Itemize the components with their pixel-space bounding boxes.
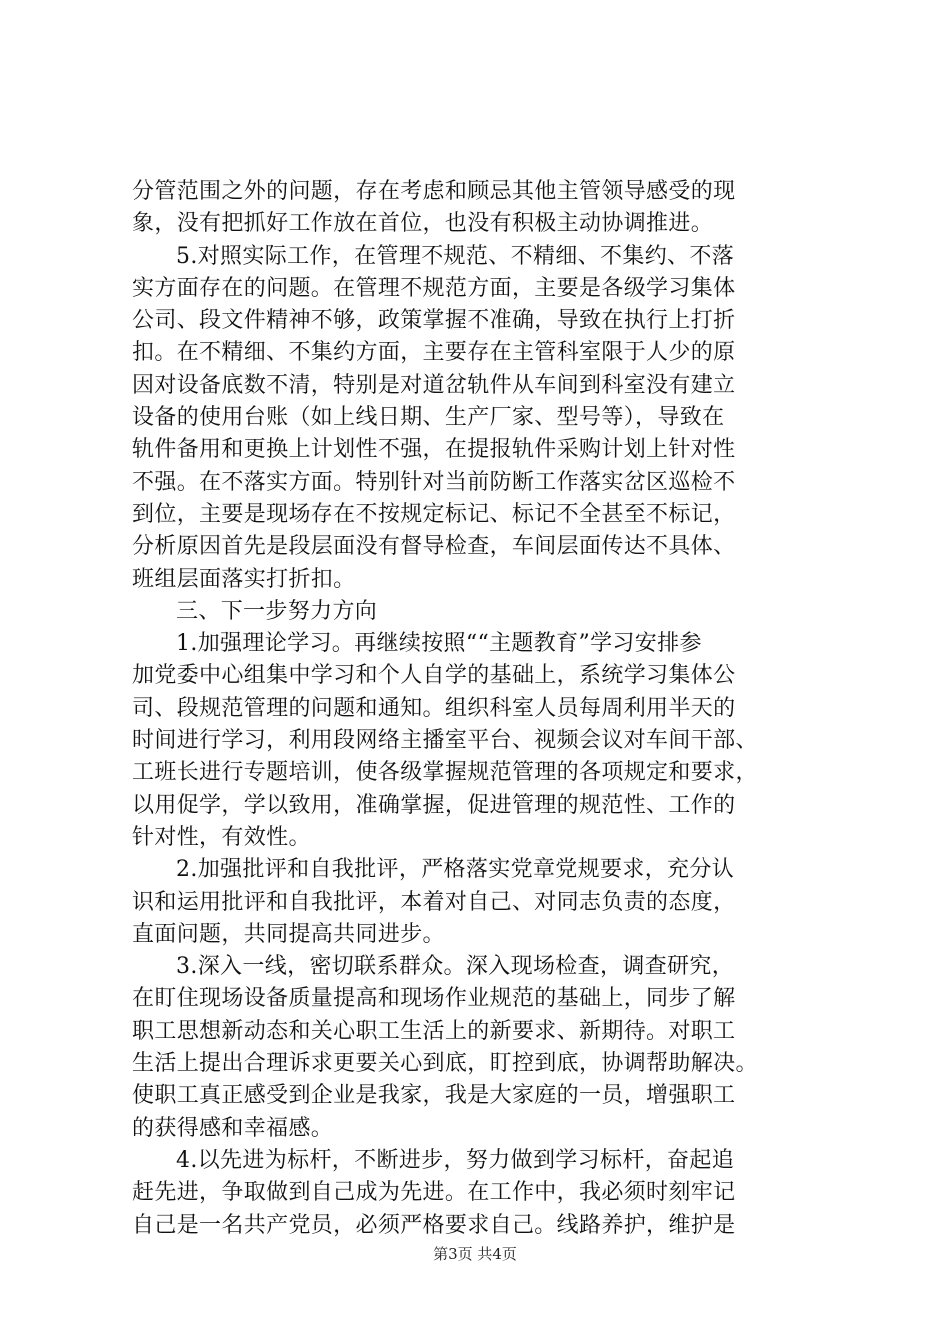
text-line: 的获得感和幸福感。	[132, 1115, 334, 1141]
text-line: 赶先进，争取做到自己成为先进。在工作中，我必须时刻牢记	[132, 1180, 736, 1206]
text-line: 公司、段文件精神不够，政策掌握不准确，导致在执行上打折	[132, 308, 736, 334]
text-line: 象，没有把抓好工作放在首位，也没有积极主动协调推进。	[132, 211, 714, 237]
text-line: 司、段规范管理的问题和通知。组织科室人员每周利用半天的	[132, 695, 736, 721]
text-line: 职工思想新动态和关心职工生活上的新要求、新期待。对职工	[132, 1018, 736, 1044]
text-line: 自己是一名共产党员，必须严格要求自己。线路养护，维护是	[132, 1212, 736, 1238]
document-body	[132, 176, 832, 1242]
text-line: 在盯住现场设备质量提高和现场作业规范的基础上，同步了解	[132, 986, 736, 1012]
text-line: 加党委中心组集中学习和个人自学的基础上，系统学习集体公	[132, 663, 736, 689]
text-line: 因对设备底数不清，特别是对道岔轨件从车间到科室没有建立	[132, 372, 736, 398]
text-line: 分析原因首先是段层面没有督导检查，车间层面传达不具体、	[132, 534, 736, 560]
text-line: 扣。在不精细、不集约方面，主要存在主管科室限于人少的原	[132, 340, 736, 366]
text-line: 工班长进行专题培训，使各级掌握规范管理的各项规定和要求，	[132, 760, 758, 786]
text-line: 针对性，有效性。	[132, 824, 311, 850]
text-line: 到位，主要是现场存在不按规定标记、标记不全甚至不标记，	[132, 501, 736, 527]
text-line: 分管范围之外的问题，存在考虑和顾忌其他主管领导感受的现	[132, 179, 736, 204]
text-line: 3.深入一线，密切联系群众。深入现场检查，调查研究，	[176, 954, 735, 980]
text-line: 不强。在不落实方面。特别针对当前防断工作落实岔区巡检不	[132, 469, 736, 495]
text-line: 以用促学，学以致用，准确掌握，促进管理的规范性、工作的	[132, 792, 736, 818]
text-line: 设备的使用台账（如上线日期、生产厂家、型号等），导致在	[132, 405, 725, 431]
text-line: 生活上提出合理诉求更要关心到底，盯控到底，协调帮助解决。	[132, 1051, 758, 1077]
text-line: 识和运用批评和自我批评，本着对自己、对同志负责的态度，	[132, 889, 736, 915]
text-line: 使职工真正感受到企业是我家，我是大家庭的一员，增强职工	[132, 1083, 736, 1109]
text-line: 1.加强理论学习。再继续按照““主题教育”学习安排参	[176, 631, 702, 657]
text-line: 班组层面落实打折扣。	[132, 566, 356, 592]
text-line: 轨件备用和更换上计划性不强，在提报轨件采购计划上针对性	[132, 437, 736, 463]
text-line: 2.加强批评和自我批评，严格落实党章党规要求，充分认	[176, 857, 735, 883]
text-line: 5.对照实际工作，在管理不规范、不精细、不集约、不落	[176, 243, 735, 269]
page-footer: 第3页 共4页	[433, 1245, 517, 1263]
text-line: 直面问题，共同提高共同进步。	[132, 921, 445, 947]
text-line: 4.以先进为标杆，不断进步，努力做到学习标杆，奋起追	[176, 1147, 735, 1173]
text-line: 实方面存在的问题。在管理不规范方面，主要是各级学习集体	[132, 275, 736, 301]
text-line: 时间进行学习，利用段网络主播室平台、视频会议对车间干部、	[132, 728, 758, 754]
text-line: 三、下一步努力方向	[176, 598, 378, 624]
